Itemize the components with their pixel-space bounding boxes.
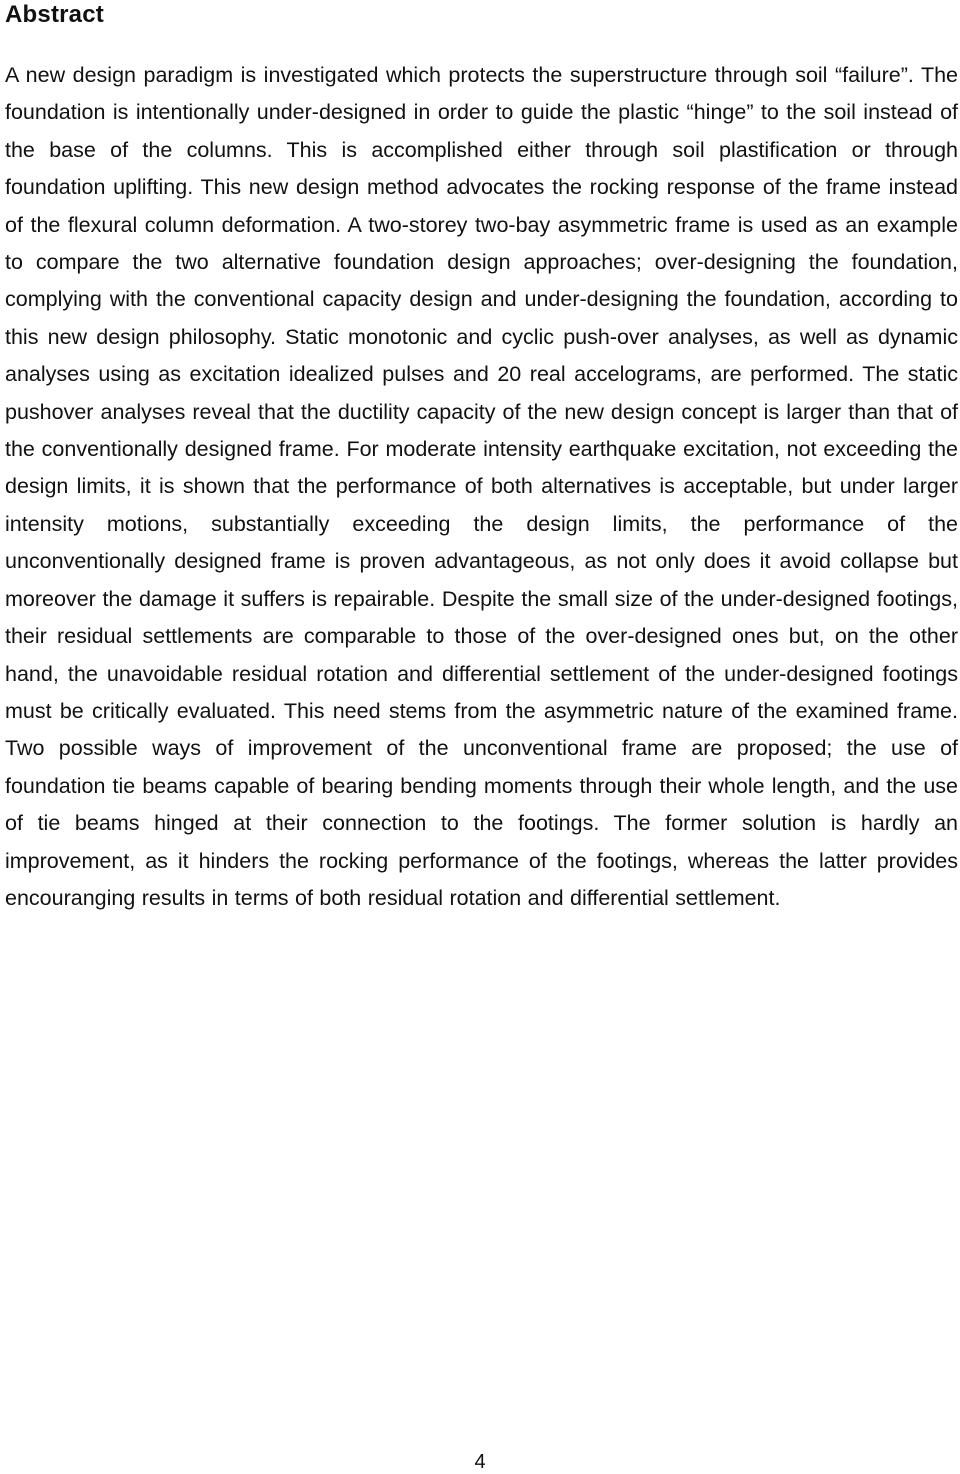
page-number: 4 (474, 1451, 486, 1473)
abstract-heading: Abstract (5, 1, 104, 28)
abstract-paragraph: A new design paradigm is investigated which protects the superstructure through soil “failure”. The foundation is intentionally under-designed in order to guide the plastic “hinge” to the soil instead of the base of the columns. This is accomplished either through soil plastification or through foundation uplifting. This new design method advocates the rocking response of the frame instead of the flexural column deformation. A two-storey two-bay asymmetric frame is used as an example to compare the two alternative foundation design approaches; over-designing the foundation, complying with the conventional capacity design and under-designing the foundation, according to this new design philosophy. Static monotonic and cyclic push-over analyses, as well as dynamic analyses using as excitation idealized pulses and 20 real accelograms, are performed. The static pushover analyses reveal that the ductility capacity of the new design concept is larger than that of the conventionally designed frame. For moderate intensity earthquake excitation, not exceeding the design limits, it is shown that the performance of both alternatives is acceptable, but under larger intensity motions, substantially exceeding the design limits, the performance of the unconventionally designed frame is proven advantageous, as not only does it avoid collapse but moreover the damage it suffers is repairable. Despite the small size of the under-designed footings, their residual settlements are comparable to those of the over-designed ones but, on the other hand, the unavoidable residual rotation and differential settlement of the under-designed footings must be critically evaluated. This need stems from the asymmetric nature of the examined frame. Two possible ways of improvement of the unconventional frame are proposed; the use of foundation tie beams capable of bearing bending moments through their whole length, and the use of tie beams hinged at their connection to the footings. The former solution is hardly an improvement, as it hinders the rocking performance of the footings, whereas the latter provides encouranging results in terms of both residual rotation and differential settlement. (5, 63, 958, 910)
